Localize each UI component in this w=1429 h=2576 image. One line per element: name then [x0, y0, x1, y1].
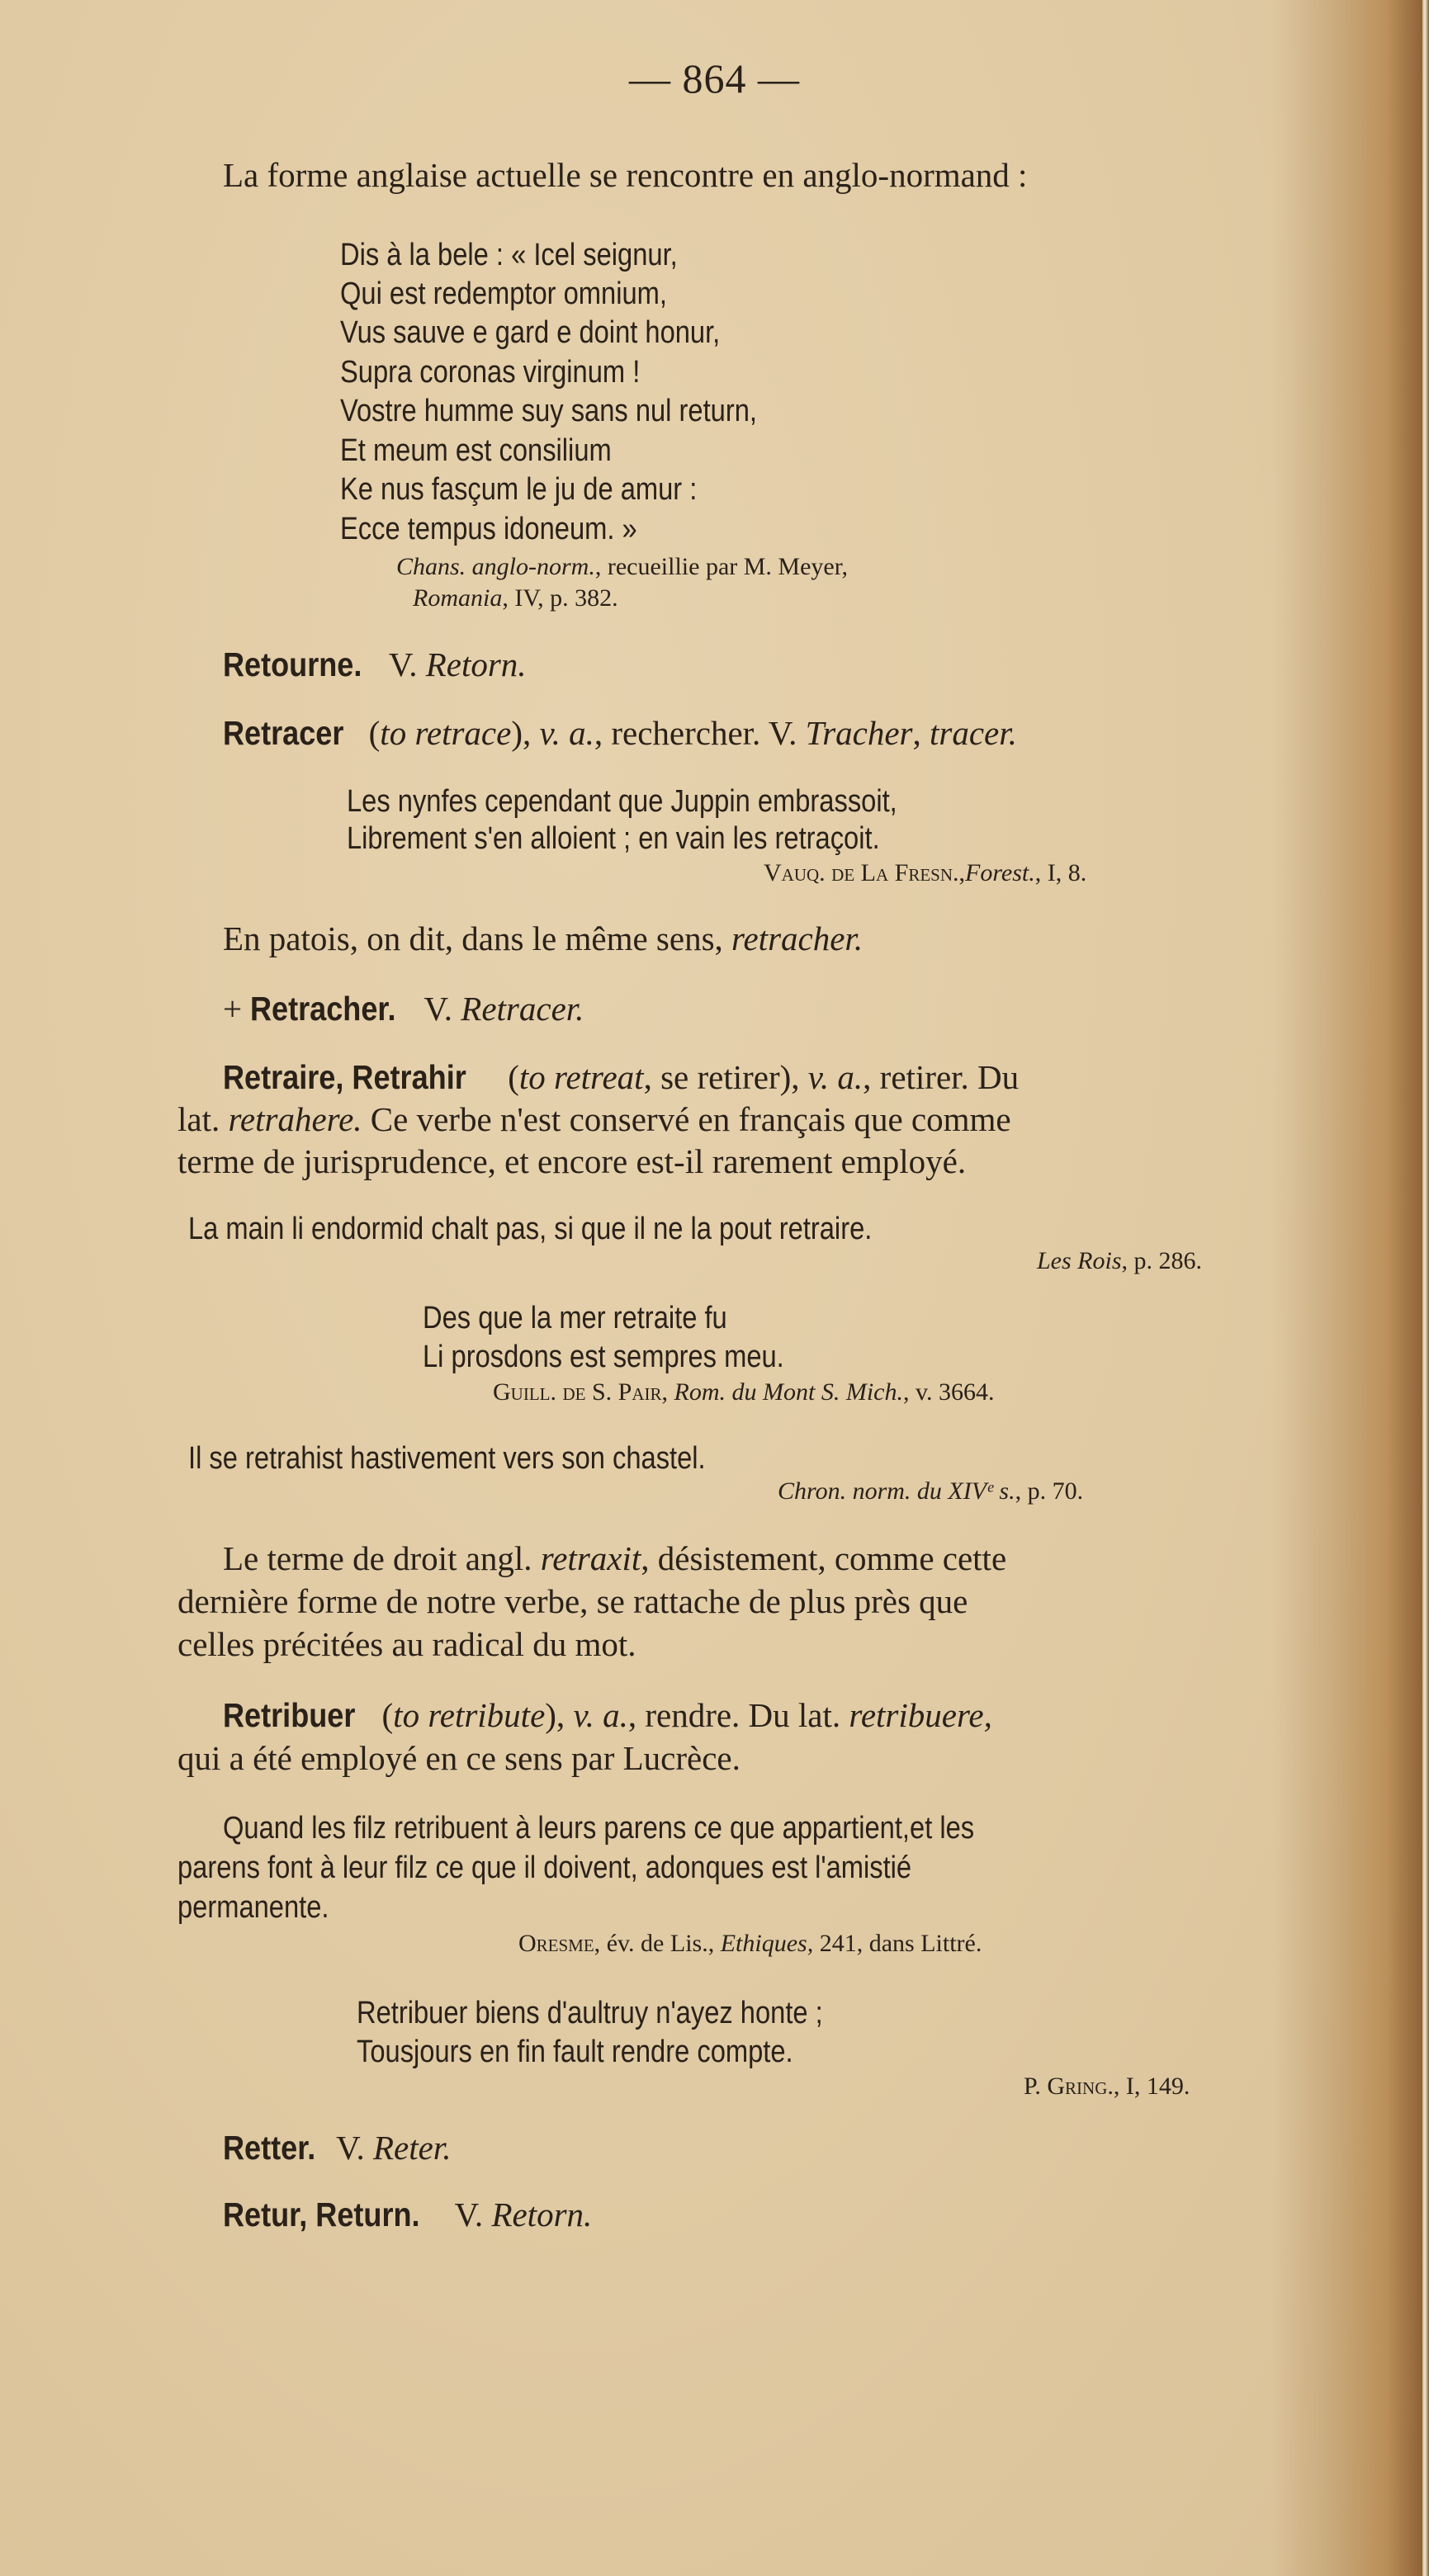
verse-line: Tousjours en fin fault rendre compte.: [357, 2035, 793, 2069]
definition: , rechercher. V.: [594, 714, 797, 752]
citation: [1037, 1249, 1202, 1274]
entry-retracher: [223, 992, 584, 1026]
citation-ref: , v. 3664.: [902, 1378, 995, 1406]
see-reference: V.: [423, 990, 453, 1028]
entry-retracer: [223, 716, 1017, 750]
citation-author: Guill. de S. Pair,: [493, 1378, 669, 1406]
paren: (: [368, 714, 381, 752]
definition: , rendre. Du lat.: [627, 1696, 841, 1734]
page-number: — 864 —: [629, 55, 800, 102]
cross-mark-icon: +: [223, 990, 243, 1028]
text: Le terme de droit angl.: [223, 1539, 532, 1577]
cross-reference: Retorn.: [491, 2196, 593, 2233]
verse-line: Et meum est consilium: [340, 433, 612, 468]
cross-reference: Retracer.: [461, 990, 584, 1028]
quote-line: parens font à leur filz ce que il doivent, adonques est l'amistié: [177, 1850, 912, 1885]
citation: [396, 555, 848, 579]
citation-ref: , I, 8.: [1034, 859, 1087, 886]
citation-title: Chans. anglo-norm.: [396, 553, 595, 580]
entry-line: terme de jurisprudence, et encore est-il rarement employé.: [177, 1142, 967, 1180]
citation-title: Les Rois: [1037, 1247, 1122, 1274]
paren: ),: [545, 1696, 565, 1734]
citation: [493, 1380, 995, 1405]
entry-line: qui a été employé en ce sens par Lucrèce.: [177, 1739, 741, 1777]
patois-note: [223, 919, 864, 957]
citation: [778, 1479, 1083, 1504]
headword: Retribuer: [223, 1696, 356, 1734]
latin-etymon: retribuere,: [849, 1696, 992, 1734]
english-equivalent: to retreat: [518, 1058, 644, 1096]
cross-reference: Tracher: [805, 714, 913, 752]
paragraph-line: celles précitées au radical du mot.: [177, 1625, 636, 1663]
citation-text: , recueillie par M. Meyer,: [594, 553, 849, 580]
part-of-speech: v. a.: [807, 1058, 864, 1096]
see-reference: V.: [336, 2129, 365, 2167]
latin-etymon: retrahere.: [228, 1100, 362, 1138]
headword: Retracher.: [250, 990, 396, 1028]
english-equivalent: to retrace: [380, 714, 512, 752]
citation-ref: I, 149.: [1125, 2073, 1190, 2100]
part-of-speech: v. a.: [539, 714, 594, 752]
headword: Retter.: [223, 2129, 316, 2167]
quote-line: Quand les filz retribuent à leurs parens ce que appartient,et les: [223, 1811, 975, 1846]
text: Ce verbe n'est conservé en français que comme: [370, 1100, 1011, 1138]
english-equivalent: to retribute: [393, 1696, 546, 1734]
citation: [413, 586, 618, 611]
page-edge: [1422, 0, 1429, 2576]
paren: (: [508, 1058, 519, 1096]
text: , désistement, comme cette: [641, 1539, 1007, 1577]
entry-retur: [223, 2198, 592, 2232]
headword: Retraire, Retrahir: [223, 1058, 466, 1096]
separator: ,: [958, 859, 966, 886]
citation-title: Forest.: [965, 859, 1035, 886]
citation-title: Chron. norm. du XIVᵉ s.: [778, 1477, 1015, 1505]
verse-line: Vus sauve e gard e doint honur,: [340, 315, 721, 350]
quote-line: Il se retrahist hastivement vers son chastel.: [188, 1441, 706, 1476]
cross-reference: Retorn.: [425, 645, 527, 683]
verse-line: Supra coronas virginum !: [340, 355, 641, 390]
definition: , retirer. Du: [863, 1058, 1020, 1096]
verse-line: Librement s'en alloient ; en vain les retraçoit.: [347, 821, 880, 856]
part-of-speech: v. a.: [573, 1696, 628, 1734]
patois-word: retracher.: [731, 919, 864, 957]
entry-line: [177, 1100, 1011, 1138]
citation: [1024, 2074, 1190, 2099]
entry-line: [223, 1058, 1020, 1096]
cross-reference: tracer.: [930, 714, 1017, 752]
citation-title: Ethiques,: [720, 1930, 814, 1957]
see-reference: V.: [388, 645, 418, 683]
citation: [518, 1931, 982, 1956]
entry-line: [223, 1696, 992, 1734]
citation-ref: 241, dans Littré.: [819, 1930, 982, 1957]
verse-line: Ecce tempus idoneum. »: [340, 512, 637, 546]
headword: Retracer: [223, 714, 344, 752]
quote-line: permanente.: [177, 1890, 329, 1925]
citation-text: év. de Lis.,: [606, 1930, 715, 1957]
citation-ref: , IV, p. 382.: [502, 584, 618, 612]
paren: ),: [511, 714, 532, 752]
verse-line: Vostre humme suy sans nul return,: [340, 394, 757, 428]
citation-ref: , p. 286.: [1121, 1247, 1203, 1274]
verse-line: Retribuer biens d'aultruy n'ayez honte ;: [357, 1996, 823, 2030]
text: lat.: [177, 1100, 220, 1138]
headword: Retourne.: [223, 645, 362, 683]
separator: ,: [912, 714, 921, 752]
citation-title: Rom. du Mont S. Mich.: [674, 1378, 903, 1406]
verse-line: Qui est redemptor omnium,: [340, 277, 667, 311]
quote-line: La main li endormid chalt pas, si que il ne la pout retraire.: [188, 1212, 873, 1246]
verse-line: Dis à la bele : « Icel seignur,: [340, 238, 678, 272]
citation-author: P. Gring.,: [1024, 2073, 1120, 2100]
verse-line: Des que la mer retraite fu: [423, 1301, 727, 1335]
entry-retourne: [223, 645, 527, 683]
intro-text: La forme anglaise actuelle se rencontre en anglo-normand :: [223, 156, 1028, 194]
citation-author: Vauq. de La Fresn.: [764, 859, 959, 886]
verse-line: Ke nus fasçum le ju de amur :: [340, 472, 698, 507]
paragraph-line: [223, 1539, 1007, 1577]
headword: Retur, Return.: [223, 2196, 420, 2233]
verse-line: Li prosdons est sempres meu.: [423, 1340, 784, 1374]
verse-line: Les nynfes cependant que Juppin embrassoit,: [347, 784, 897, 819]
citation-author: Oresme,: [518, 1930, 601, 1957]
english-term: retraxit: [540, 1539, 641, 1577]
entry-retter: [223, 2131, 451, 2165]
cross-reference: Reter.: [372, 2129, 452, 2167]
gloss: , se retirer),: [643, 1058, 800, 1096]
citation-journal: Romania: [413, 584, 503, 612]
paragraph-line: dernière forme de notre verbe, se rattache de plus près que: [177, 1582, 968, 1620]
patois-text: En patois, on dit, dans le même sens,: [223, 919, 723, 957]
paren: (: [381, 1696, 394, 1734]
citation-ref: , p. 70.: [1015, 1477, 1084, 1505]
see-reference: V.: [454, 2196, 484, 2233]
citation: [764, 861, 1086, 886]
